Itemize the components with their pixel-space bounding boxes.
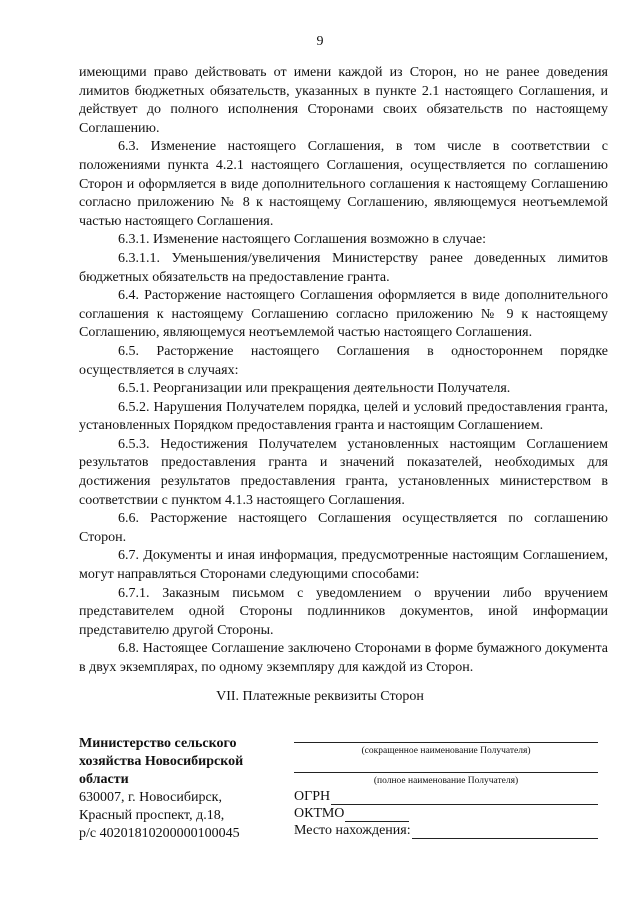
ogrn-label: ОГРН: [294, 789, 331, 804]
oktmo-line: [345, 808, 409, 822]
paragraph: 6.4. Расторжение настоящего Соглашения оформляется в виде дополнительного соглашения к настоящему Соглашению согласно приложению № 9 к настоящему Соглашению, являющемуся неотъемлемой частью настоящего Соглашения.: [79, 288, 608, 341]
paragraph: 6.7.1. Заказным письмом с уведомлением о вручении либо вручением представителем одной Стороны подлинников документов, иной информации представителю другой Стороны.: [79, 585, 608, 638]
ministry-name-line: Министерство сельского: [79, 736, 237, 751]
recipient-full-name-line: [294, 758, 598, 773]
recipient-short-name-caption: (сокращенное наименование Получателя): [361, 746, 531, 756]
ogrn-line: [331, 791, 598, 805]
paragraph: имеющими право действовать от имени каждой из Сторон, но не ранее доведения лимитов бюджетных обязательств, указанных в пункте 2.1 настоящего Соглашения, и действует до полного исполнения Сторонами своих обязательств по настоящему Соглашению.: [79, 65, 608, 136]
page-number: 9: [316, 34, 324, 49]
oktmo-label: ОКТМО: [294, 806, 345, 821]
paragraph: 6.5.3. Недостижения Получателем установленных настоящим Соглашением результатов предоставления гранта и значений показателей, необходимых для достижения результатов предоставления гранта, установленных министерством в соответствии с пунктом 4.1.3 настоящего Соглашения.: [79, 436, 608, 508]
section-heading: VII. Платежные реквизиты Сторон: [216, 689, 424, 704]
recipient-short-name-line: [294, 728, 598, 743]
oktmo-row: [294, 805, 598, 822]
ministry-name-line: хозяйства Новосибирской: [79, 754, 244, 769]
paragraph: 6.8. Настоящее Соглашение заключено Сторонами в форме бумажного документа в двух экземплярах, по одному экземпляру для каждой из Сторон.: [79, 641, 608, 675]
paragraph: 6.6. Расторжение настоящего Соглашения осуществляется по соглашению Сторон.: [79, 511, 608, 545]
paragraph: 6.5.2. Нарушения Получателем порядка, целей и условий предоставления гранта, установленных Порядком предоставления гранта и настоящим Соглашением.: [79, 399, 608, 434]
ministry-name-line: области: [79, 772, 129, 787]
location-label: Место нахождения:: [294, 823, 411, 838]
agreement-text: [79, 64, 608, 678]
location-line: [412, 825, 598, 839]
paragraph: 6.3.1.1. Уменьшения/увеличения Министерству ранее доведенных лимитов бюджетных обязательств на предоставление гранта.: [79, 250, 608, 285]
paragraph: 6.3. Изменение настоящего Соглашения, в том числе в соответствии с положениями пункта 4.2.1 настоящего Соглашения, осуществляется по соглашению Сторон и оформляется в виде дополнительного соглашения к настоящему Соглашению согласно приложению № 8 к настоящему Соглашению, являющемуся неотъемлемой частью настоящего Соглашения.: [79, 139, 608, 229]
ministry-details: [79, 735, 279, 843]
paragraph: 6.3.1. Изменение настоящего Соглашения возможно в случае:: [118, 232, 487, 248]
location-row: [294, 822, 598, 839]
recipient-full-name-caption: (полное наименование Получателя): [373, 776, 519, 786]
ministry-account: р/с 40201810200000100045: [79, 826, 240, 841]
paragraph: 6.7. Документы и иная информация, предусмотренные настоящим Соглашением, могут направляться Сторонами следующими способами:: [79, 548, 608, 583]
paragraph: 6.5. Расторжение настоящего Соглашения в одностороннем порядке осуществляется в случаях:: [79, 343, 608, 378]
ogrn-row: [294, 788, 598, 805]
ministry-address-line: Красный проспект, д.18,: [79, 808, 225, 823]
ministry-address-line: 630007, г. Новосибирск,: [79, 790, 222, 805]
paragraph: 6.5.1. Реорганизации или прекращения деятельности Получателя.: [118, 381, 511, 397]
recipient-details: [294, 728, 598, 839]
